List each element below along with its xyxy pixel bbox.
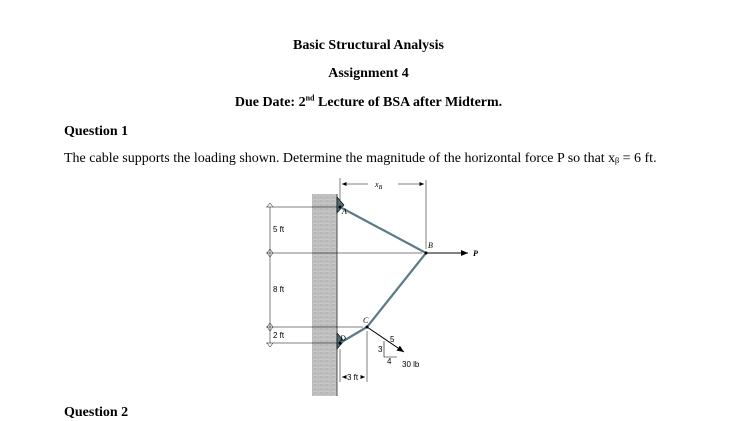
slope-5-label: 5	[390, 335, 395, 344]
wall	[312, 194, 337, 396]
question-1-text: The cable supports the loading shown. Determine the magnitude of the horizontal force P so that xᵦ = 6 ft.	[64, 151, 657, 166]
assignment-number: Assignment 4	[328, 66, 409, 81]
dim-5ft-label: 5 ft	[273, 225, 285, 234]
point-a-label: A	[342, 207, 347, 216]
cable	[340, 207, 426, 343]
dim-2ft-label: 2 ft	[273, 331, 285, 340]
point-b-label: B	[428, 241, 433, 250]
due-date-suffix: Lecture of BSA after Midterm.	[314, 95, 503, 110]
question-1-heading: Question 1	[64, 124, 129, 139]
xb-label	[374, 180, 383, 191]
due-date-prefix: Due Date: 2	[234, 95, 306, 110]
dim-3ft-label: 3 ft	[347, 373, 359, 382]
slope-4-label: 4	[387, 357, 392, 366]
load-label: 30 lb	[402, 360, 420, 369]
document-title: Basic Structural Analysis	[293, 38, 444, 53]
question-2-heading: Question 2	[64, 405, 129, 420]
force-p-label: P	[473, 249, 478, 258]
point-d-label: D	[340, 334, 346, 343]
point-c-label: C	[363, 316, 369, 325]
xb-label-x: x	[375, 180, 379, 189]
dim-8ft-label: 8 ft	[273, 285, 285, 294]
xb-label-sub: B	[378, 185, 383, 191]
load-arrow	[367, 327, 404, 352]
slope-3-label: 3	[378, 345, 383, 354]
due-date-ordinal: nd	[305, 93, 315, 103]
